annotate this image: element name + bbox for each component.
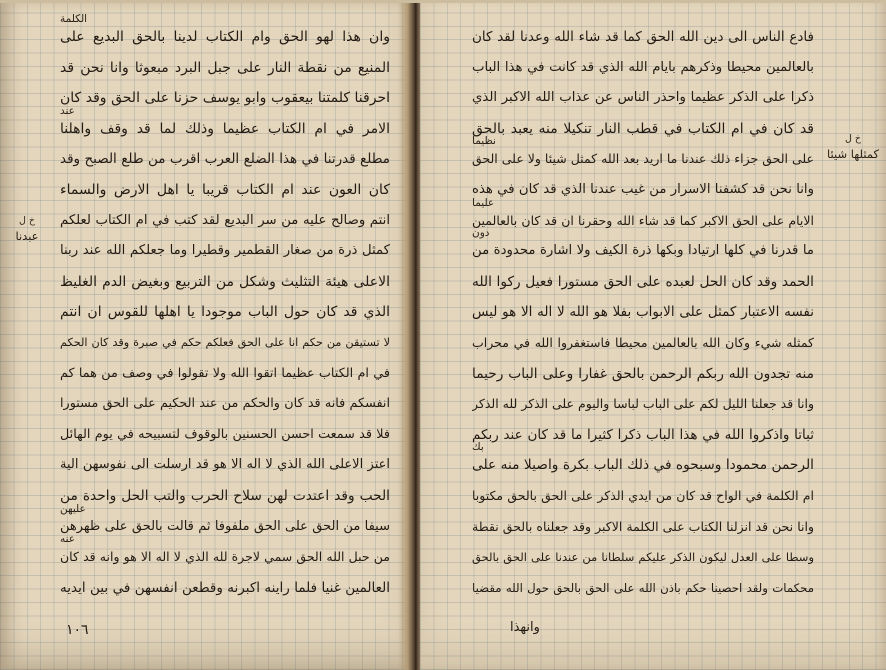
manuscript-line bbox=[472, 175, 814, 206]
line-text: الايام على الحق الاكبر كما قد شاء الله وحقرنا ان قد كان بالعالمين bbox=[472, 212, 814, 228]
manuscript-line bbox=[472, 135, 814, 175]
manuscript-line bbox=[60, 359, 390, 390]
manuscript-line bbox=[60, 389, 390, 420]
manuscript-line bbox=[472, 114, 814, 148]
line-text: الحب وقد اعتدت لهن سلاح الحرب والتب الحل واحدة من bbox=[60, 487, 390, 504]
margin-note-text: عبدنا bbox=[15, 229, 39, 243]
line-text: في ام الكتاب عظيما اتقوا الله ولا تقولوا في وصف من هما كم bbox=[60, 365, 390, 381]
line-text: على الحق جزاء ذلك عندنا ما اريد بعد الله كمثل شيئا ولا على الحق bbox=[472, 151, 814, 167]
line-text: من حبل الله الحق سمي لاجرة لله الذي لا اله الا هو وانه قد كان bbox=[60, 549, 390, 565]
line-text: فادع الناس الى دين الله الحق كما قد شاء الله وعدنا لقد كان bbox=[472, 29, 814, 45]
manuscript-line bbox=[472, 297, 814, 328]
manuscript-line bbox=[472, 420, 814, 454]
interlinear-note: بك bbox=[472, 441, 484, 454]
line-text: انفسكم فانه قد كان والحكم من عند الحكيم على الحق مستورا bbox=[60, 396, 390, 412]
line-text: وسطا على العدل ليكون الذكر عليكم سلطانا من عندنا على الحق بالحق bbox=[472, 550, 814, 565]
page-number: ١٠٦ bbox=[66, 622, 89, 638]
interlinear-note: نظيما bbox=[472, 135, 496, 148]
manuscript-line bbox=[60, 420, 390, 451]
interlinear-note: عليما bbox=[472, 196, 495, 209]
manuscript-line bbox=[472, 573, 814, 604]
line-text: سيفا من الحق على الحق ملفوفا ثم قالت بالحق على ظهرهن bbox=[60, 518, 390, 534]
manuscript-line bbox=[472, 196, 814, 240]
manuscript-line bbox=[60, 450, 390, 481]
line-text: المنيع من نقطة النار على جبل البرد مبعوثا وانا نحن قد bbox=[60, 59, 390, 76]
manuscript-line bbox=[60, 267, 390, 298]
margin-note bbox=[4, 214, 50, 244]
manuscript-line bbox=[60, 104, 390, 145]
text-block bbox=[60, 13, 390, 603]
manuscript-line bbox=[60, 175, 390, 206]
line-text: وانا نحن قد انزلنا الكتاب على الكلمة الاكبر وقد جعلناه بالحق نقطة bbox=[472, 518, 814, 534]
manuscript-line bbox=[60, 573, 390, 604]
text-block bbox=[472, 22, 814, 603]
manuscript-line bbox=[60, 328, 390, 359]
line-text: منه تجدون الله ربكم الرحمن بالحق غفارا وعلى الباب رحيما bbox=[472, 365, 814, 382]
manuscript-line bbox=[472, 481, 814, 512]
manuscript-line bbox=[472, 441, 814, 481]
manuscript-line bbox=[472, 359, 814, 390]
manuscript-line bbox=[472, 53, 814, 84]
line-text: بالعالمين محيطا وذكرهم بايام الله الذي قد كانت في هذا الباب bbox=[472, 59, 814, 75]
interlinear-note: عند bbox=[60, 104, 75, 117]
line-text: قد كان في ام الكتاب في قطب النار تنكيلا منه يعبد بالحق bbox=[472, 120, 814, 137]
right-manuscript-page bbox=[420, 0, 886, 670]
line-text: كمثله شيء وكان الله بالعالمين محيطا فاستغفروا الله في محراب bbox=[472, 334, 814, 350]
manuscript-line bbox=[472, 227, 814, 267]
margin-note-mark: خ ل bbox=[18, 215, 36, 226]
manuscript-line bbox=[472, 267, 814, 298]
manuscript-line bbox=[60, 236, 390, 267]
manuscript-line bbox=[60, 297, 390, 328]
line-text: وانا نحن قد كشفنا الاسرار من غيب عندنا الذي قد كان في هذه bbox=[472, 181, 814, 197]
line-text: كان العون عند ام الكتاب قريبا يا اهل الارض والسماء bbox=[60, 181, 390, 198]
manuscript-line bbox=[472, 22, 814, 53]
line-text: العالمين غنيا فلما راينه اكبرنه وقطعن انفسهن في بين ايديه bbox=[60, 579, 390, 596]
line-text: الامر في ام الكتاب عظيما وذلك لما قد وقف واهلنا bbox=[60, 120, 390, 137]
interlinear-note: دون bbox=[472, 227, 490, 240]
manuscript-line bbox=[472, 328, 814, 359]
line-text: اعتز الاعلى الله الذي لا اله الا هو قد ارسلت الى نفوسهن الية bbox=[60, 457, 390, 473]
interlinear-note: عنه bbox=[60, 533, 76, 546]
line-text: محكمات ولقد احصينا حكم باذن الله على الحق بالحق حول الله مقضيا bbox=[472, 580, 814, 595]
line-text: الرحمن محمودا وسبحوه في ذلك الباب بكرة واصيلا منه على bbox=[472, 457, 814, 474]
manuscript-line bbox=[60, 502, 390, 546]
line-text: ثباتا واذكروا الله في هذا الباب ذكرا كثيرا ما قد كان عند ربكم bbox=[472, 426, 814, 443]
manuscript-line bbox=[472, 389, 814, 420]
line-text: الاعلى هيئة التثليث وشكل من التربيع وبغيض الدم الغليظ bbox=[60, 273, 390, 290]
line-text: فلا قد سمعت احسن الحسنين بالوقوف لتسبيحه في يوم الهائل bbox=[60, 426, 390, 442]
line-text: انتم وصالح عليه من سر البديع لقد كتب في ام الكتاب لعلكم bbox=[60, 212, 390, 228]
line-text: لا تستيقن من حكم انا على الحق فعلكم حكم في صبرة وقد كان الحكم bbox=[60, 335, 390, 349]
line-text: الذي قد كان حول الباب موجودا يا اهلها للقوس ان انتم bbox=[60, 304, 390, 321]
manuscript-line bbox=[60, 13, 390, 53]
line-text: نفسه الاعتبار كمثل على الابواب بفلا هو الله لا اله الا هو ليس bbox=[472, 304, 814, 321]
catchword: وانهذا bbox=[510, 620, 540, 635]
manuscript-line bbox=[472, 512, 814, 543]
line-text: مطلع قدرتنا في هذا الضلع العرب اقرب من طلع الصبح وقد bbox=[60, 151, 390, 168]
line-text: ذكرا على الذكر عظيما واحذر الناس عن عذاب الله الاكبر الذي bbox=[472, 90, 814, 106]
line-text: احرقنا كلمتنا بيعقوب وابو يوسف حزنا على الحق وقد كان bbox=[60, 90, 390, 107]
manuscript-line bbox=[60, 144, 390, 175]
margin-note-mark: خ ل bbox=[844, 133, 862, 144]
line-text: وانا قد جعلنا الليل لكم على الباب لباسا واليوم على الذكر لله الذكر bbox=[472, 396, 814, 412]
manuscript-line bbox=[472, 83, 814, 114]
manuscript-line bbox=[60, 533, 390, 573]
left-manuscript-page bbox=[0, 0, 410, 670]
line-text: كمثل ذرة من صغار القطمير وقطيرا وما جعلكم الله عند ربنا bbox=[60, 243, 390, 259]
line-text: ام الكلمة في الواح قد كان من ايدي الذكر على الحق بالحق مكتوبا bbox=[472, 487, 814, 503]
margin-note bbox=[822, 132, 884, 162]
page-top-edge bbox=[0, 0, 886, 3]
line-text: الحمد وقد كان الحل لعبده على الحق مستورا فعيل ركوا الله bbox=[472, 273, 814, 290]
manuscript-line bbox=[60, 53, 390, 84]
manuscript-line bbox=[60, 83, 390, 114]
margin-note-text: كمثلها شيئا bbox=[827, 147, 879, 161]
line-text: ما قدرنا في كلها ارتيادا وبكها ذرة الكيف ولا اشارة محدودة من bbox=[472, 243, 814, 259]
manuscript-line bbox=[472, 542, 814, 573]
manuscript-line bbox=[60, 481, 390, 512]
interlinear-note: عليهن bbox=[60, 502, 86, 515]
manuscript-line bbox=[60, 206, 390, 237]
interlinear-note: الكلمة bbox=[60, 13, 88, 25]
line-text: وان هذا لهو الحق وام الكتاب لدينا بالحق البديع على bbox=[60, 29, 390, 45]
